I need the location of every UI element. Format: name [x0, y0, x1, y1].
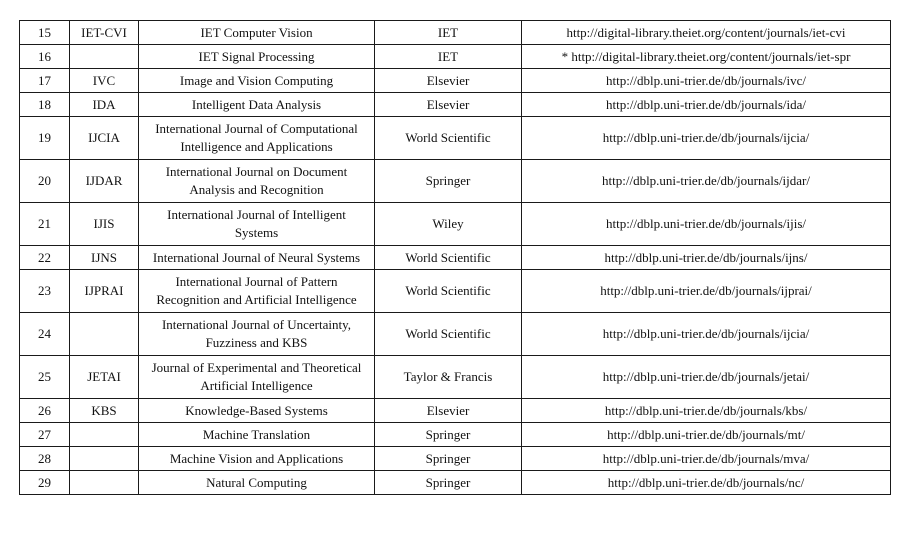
journal-name: Knowledge-Based Systems [139, 399, 375, 423]
journal-table [19, 20, 891, 495]
journal-publisher: Elsevier [375, 69, 522, 93]
journal-name: International Journal of Uncertainty, Fuzziness and KBS [139, 313, 375, 356]
row-number: 21 [20, 203, 70, 246]
journal-abbreviation: IDA [70, 93, 139, 117]
journal-abbreviation [70, 423, 139, 447]
row-number: 27 [20, 423, 70, 447]
row-number: 26 [20, 399, 70, 423]
journal-name: Journal of Experimental and Theoretical Artificial Intelligence [139, 356, 375, 399]
journal-publisher: Springer [375, 471, 522, 495]
journal-abbreviation: IJPRAI [70, 270, 139, 313]
journal-name: International Journal of Neural Systems [139, 246, 375, 270]
journal-abbreviation: IET-CVI [70, 21, 139, 45]
journal-publisher: Springer [375, 423, 522, 447]
journal-url: http://dblp.uni-trier.de/db/journals/ivc/ [522, 69, 891, 93]
row-number: 22 [20, 246, 70, 270]
journal-url: http://dblp.uni-trier.de/db/journals/mva/ [522, 447, 891, 471]
journal-abbreviation: IJIS [70, 203, 139, 246]
journal-url: http://dblp.uni-trier.de/db/journals/ijis/ [522, 203, 891, 246]
row-number: 15 [20, 21, 70, 45]
table-row [20, 399, 891, 423]
table-row [20, 270, 891, 313]
row-number: 19 [20, 117, 70, 160]
row-number: 28 [20, 447, 70, 471]
journal-url: http://dblp.uni-trier.de/db/journals/ijcia/ [522, 313, 891, 356]
journal-name: IET Signal Processing [139, 45, 375, 69]
row-number: 20 [20, 160, 70, 203]
journal-abbreviation [70, 447, 139, 471]
journal-url: http://dblp.uni-trier.de/db/journals/mt/ [522, 423, 891, 447]
table-row [20, 246, 891, 270]
journal-url: http://dblp.uni-trier.de/db/journals/nc/ [522, 471, 891, 495]
journal-publisher: Wiley [375, 203, 522, 246]
journal-url: * http://digital-library.theiet.org/content/journals/iet-spr [522, 45, 891, 69]
table-row [20, 93, 891, 117]
row-number: 24 [20, 313, 70, 356]
row-number: 17 [20, 69, 70, 93]
table-row [20, 160, 891, 203]
table-row [20, 423, 891, 447]
journal-abbreviation [70, 313, 139, 356]
journal-publisher: Elsevier [375, 93, 522, 117]
journal-abbreviation: IJDAR [70, 160, 139, 203]
journal-abbreviation: IJNS [70, 246, 139, 270]
journal-url: http://dblp.uni-trier.de/db/journals/ijcia/ [522, 117, 891, 160]
journal-abbreviation [70, 45, 139, 69]
journal-publisher: World Scientific [375, 117, 522, 160]
journal-publisher: IET [375, 45, 522, 69]
journal-name: Machine Translation [139, 423, 375, 447]
journal-name: International Journal of Pattern Recognition and Artificial Intelligence [139, 270, 375, 313]
journal-publisher: Elsevier [375, 399, 522, 423]
journal-publisher: World Scientific [375, 313, 522, 356]
table-row [20, 203, 891, 246]
journal-url: http://dblp.uni-trier.de/db/journals/ijns/ [522, 246, 891, 270]
journal-url: http://dblp.uni-trier.de/db/journals/ida/ [522, 93, 891, 117]
journal-publisher: World Scientific [375, 270, 522, 313]
journal-name: IET Computer Vision [139, 21, 375, 45]
table-row [20, 313, 891, 356]
journal-name: Natural Computing [139, 471, 375, 495]
row-number: 23 [20, 270, 70, 313]
row-number: 25 [20, 356, 70, 399]
table-row [20, 356, 891, 399]
journal-url: http://digital-library.theiet.org/content/journals/iet-cvi [522, 21, 891, 45]
table-row [20, 471, 891, 495]
journal-name: Machine Vision and Applications [139, 447, 375, 471]
journal-url: http://dblp.uni-trier.de/db/journals/ijdar/ [522, 160, 891, 203]
journal-abbreviation: IVC [70, 69, 139, 93]
journal-url: http://dblp.uni-trier.de/db/journals/kbs/ [522, 399, 891, 423]
row-number: 29 [20, 471, 70, 495]
journal-publisher: IET [375, 21, 522, 45]
journal-abbreviation: IJCIA [70, 117, 139, 160]
journal-publisher: Springer [375, 447, 522, 471]
journal-name: International Journal on Document Analysis and Recognition [139, 160, 375, 203]
table-row [20, 21, 891, 45]
journal-name: Image and Vision Computing [139, 69, 375, 93]
table-row [20, 117, 891, 160]
journal-url: http://dblp.uni-trier.de/db/journals/ijprai/ [522, 270, 891, 313]
journal-abbreviation [70, 471, 139, 495]
journal-abbreviation: JETAI [70, 356, 139, 399]
journal-name: Intelligent Data Analysis [139, 93, 375, 117]
journal-abbreviation: KBS [70, 399, 139, 423]
journal-url: http://dblp.uni-trier.de/db/journals/jetai/ [522, 356, 891, 399]
journal-publisher: Taylor & Francis [375, 356, 522, 399]
journal-publisher: World Scientific [375, 246, 522, 270]
row-number: 16 [20, 45, 70, 69]
journal-publisher: Springer [375, 160, 522, 203]
journal-name: International Journal of Computational Intelligence and Applications [139, 117, 375, 160]
table-row [20, 447, 891, 471]
table-row [20, 45, 891, 69]
row-number: 18 [20, 93, 70, 117]
table-row [20, 69, 891, 93]
journal-name: International Journal of Intelligent Systems [139, 203, 375, 246]
